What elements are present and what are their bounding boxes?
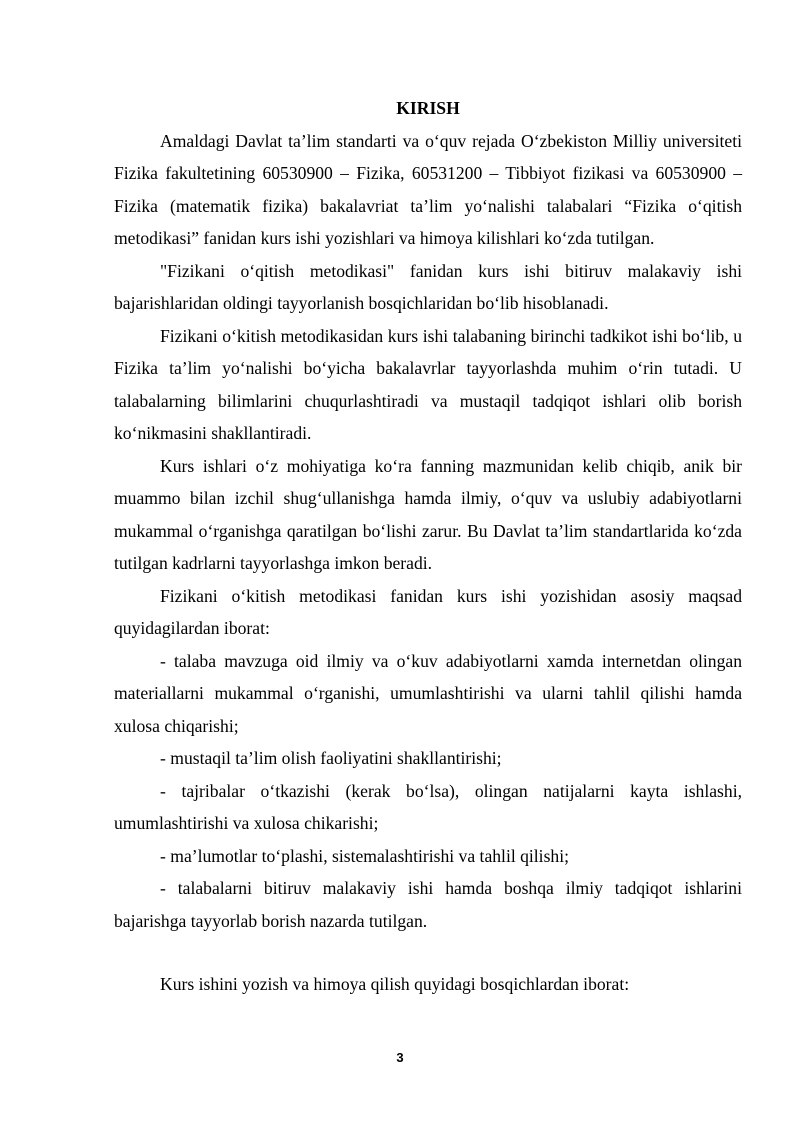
page-content	[114, 92, 742, 1001]
list-item-study-literature: - talaba mavzuga oid ilmiy va o‘kuv adabiyotlarni xamda internetdan olingan materiallarni mukammal o‘rganishi, umumlashtirishi va ularni tahlil qilishi hamda xulosa chiqarishi;	[114, 650, 742, 736]
paragraph-course-essence: Kurs ishlari o‘z mohiyatiga ko‘ra fanning mazmunidan kelib chiqib, anik bir muammo bilan izchil shug‘ullanishga hamda ilmiy, o‘quv va uslubiy adabiyotlarni mukammal o‘rganishga qaratilgan bo‘lishi zarur. Bu Davlat ta’lim standartlarida ko‘zda tutilgan kadrlarni tayyorlashga imkon beradi.	[114, 455, 742, 573]
paragraph-stages: Kurs ishini yozish va himoya qilish quyidagi bosqichlardan iborat:	[160, 974, 630, 994]
paragraph-intro: Amaldagi Davlat ta’lim standarti va o‘quv rejada O‘zbekiston Milliy universiteti Fizika fakultetining 60530900 – Fizika, 60531200 – Tibbiyot fizikasi va 60530900 – Fizika (matematik fizika) bakalavriat ta’lim yo‘nalishi talabalari “Fizika o‘qitish metodikasi” fanidan kurs ishi yozishlari va himoya kilishlari ko‘zda tutilgan.	[114, 130, 742, 248]
paragraph-spacer	[114, 937, 742, 968]
paragraph-main-goal: Fizikani o‘kitish metodikasi fanidan kurs ishi yozishidan asosiy maqsad quyidagilardan iborat:	[114, 585, 742, 638]
section-title: KIRISH	[396, 98, 460, 118]
list-item-prepare-thesis: - talabalarni bitiruv malakaviy ishi hamda boshqa ilmiy tadqiqot ishlarini bajarishga tayyorlab borish nazarda tutilgan.	[114, 878, 742, 931]
page-number: 3	[396, 1050, 404, 1065]
list-item-independent-learning: - mustaqil ta’lim olish faoliyatini shakllantirishi;	[160, 748, 502, 768]
paragraph-course-work-stage: "Fizikani o‘qitish metodikasi" fanidan kurs ishi bitiruv malakaviy ishi bajarishlaridan oldingi tayyorlanish bosqichlaridan bo‘lib hisoblanadi.	[114, 260, 742, 313]
list-item-collect-data: - ma’lumotlar to‘plashi, sistemalashtirishi va tahlil qilishi;	[160, 845, 569, 866]
paragraph-first-research: Fizikani o‘kitish metodikasidan kurs ishi talabaning birinchi tadkikot ishi bo‘lib, u Fizika ta’lim yo‘nalishi bo‘yicha bakalavrlar tayyorlashda muhim o‘rin tutadi. U talabalarning bilimlarini chuqurlashtiradi va mustaqil tadqiqot ishlari olib borish ko‘nikmasini shakllantiradi.	[114, 325, 742, 443]
list-item-experiments: - tajribalar o‘tkazishi (kerak bo‘lsa), olingan natijalarni kayta ishlashi, umumlashtirishi va xulosa chikarishi;	[114, 780, 742, 833]
